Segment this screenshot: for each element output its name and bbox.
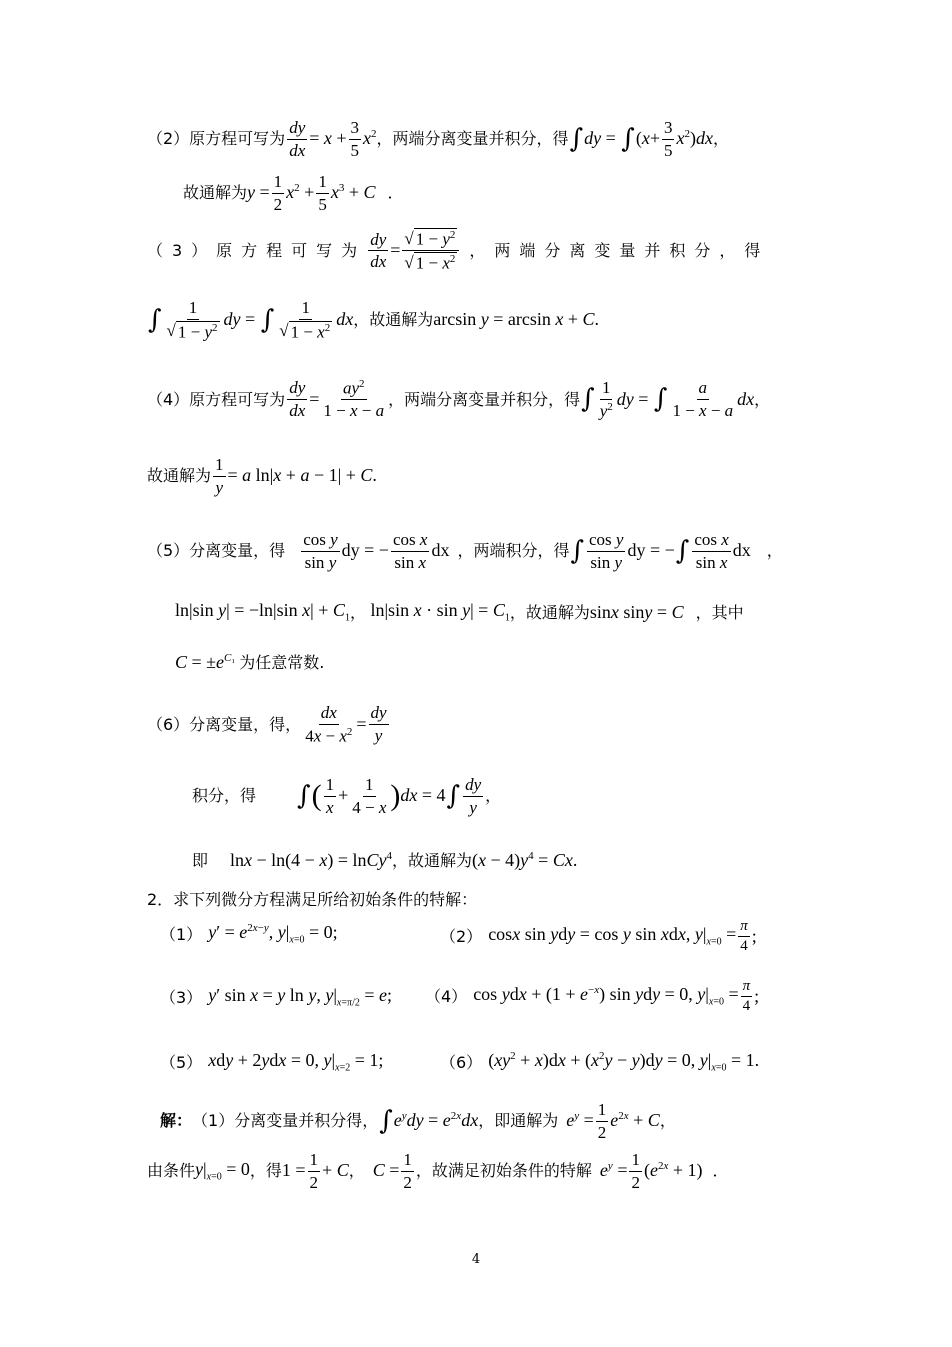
problem-5: （5） xdy + 2ydx = 0, $y|_{x=2} = 1$; [160, 1050, 384, 1074]
line-5-constant: $C = \pm e^{C_1}$ 为任意常数. [175, 652, 325, 673]
section-2-heading: 2．求下列微分方程满足所给初始条件的特解： [147, 890, 478, 909]
line-3-solution: ∫ 1 √ $1 - y^2$ dy = ∫ 1 √ $1 - x^2$ dx ，故通解为 arcsin y = arcsin x + C. [148, 298, 600, 342]
line-6-solution: 即 lnx − ln(4 − x) = lnCy$^4$ ，故通解为 $(x - 4)y^4 = Cx$. [192, 850, 578, 871]
line-6-integral: 积分，得 ∫ ( $\frac{1}{x}$ + $\frac{1}{4 - x}$ ) dx = 4 ∫ $\frac{dy}{y}$ ， [192, 775, 502, 817]
line-2-equation: （2）原方程可写为 $\frac{dy}{dx}$ = x + $\frac{3}{5}$ $x^2$ ，两端分离变量并积分，得 ∫ dy = ∫ (x+ $\frac{3}{5}$ $x^2)dx$ ， [147, 118, 729, 160]
problem-2: （2） cosx sin ydy = cos y sin xdx, $y|_{x=0}$ = $\frac{\pi}{4}$ ; [440, 918, 757, 955]
line-2-solution: 故通解为 y = $\frac{1}{2}$ $x^2$ + $\frac{1}{5}$ $x^3 + C$ ． [183, 172, 404, 214]
page-number: 4 [471, 1252, 481, 1267]
line-3-equation: （3）原方程可写为 $\frac{dy}{dx}$ = √ $1 - y^2$ √ $1 - x^2$ ，两端分离变量并积分，得 [147, 228, 770, 273]
line-4-equation: （4）原方程可写为 $\frac{dy}{dx}$ = $\frac{ay^2}{1 - x - a}$ ，两端分离变量并积分，得 ∫ $\frac{1}{y^2}$ dy = ∫ $\frac{a}{1 - x - a}$ dx ， [147, 378, 771, 421]
line-5-steps: ln|sin y| = −ln|sin $x| + C_1$ ， ln|sin $x \cdot \sin y| = C_1$ ，故通解为 sinx siny = C ，其中 [175, 600, 744, 624]
line-5-equation: （5）分离变量，得 $\frac{\text{cos y}}{\text{sin y}}$ dy = − $\frac{\text{cos x}}{\text{sin x}}$ dx ，两端积分，得 ∫ $\frac{\text{cos y}}{\text{sin y}}$ dy = − ∫ $\frac{\text{cos x}}{\text{sin x}}$ dx ， [147, 530, 783, 572]
problem-6: （6） $(xy^2 + x)dx + (x^2y - y)dy = 0$, $y|_{x=0} = 1$. [440, 1050, 760, 1074]
problem-4: （4） cos ydx + $(1 + e^{-x})$ sin ydy = 0, $y|_{x=0}$ = $\frac{\pi}{4}$ ; [425, 978, 760, 1015]
line-4-solution: 故通解为 $\frac{1}{y}$ = a ln|x + a − 1| + C. [147, 455, 377, 497]
solution-1-particular: 由条件 $y|_{x=0} = 0$ ，得 1 = $\frac{1}{2}$ + C ， C = $\frac{1}{2}$ ，故满足初始条件的特解 $e^y$ = $\frac{1}{2}$ $(e^{2x} + 1)$ ． [147, 1150, 729, 1192]
problem-1: （1） $y' = e^{2x-y}$, $y|_{x=0} = 0$; [160, 922, 338, 946]
line-6-equation: （6）分离变量，得， $\frac{dx}{4x - x^2}$ = $\frac{dy}{y}$ [147, 703, 387, 746]
solution-1: 解： （1）分离变量并积分得， ∫ $e^ydy = e^{2x}dx$ ，即通解为 $e^y$ = $\frac{1}{2}$ $e^{2x} + C$ ， [160, 1100, 676, 1142]
problem-3: （3） y′ sin x = y ln y, $y|_{x=\pi/2} = e$; [160, 985, 393, 1009]
